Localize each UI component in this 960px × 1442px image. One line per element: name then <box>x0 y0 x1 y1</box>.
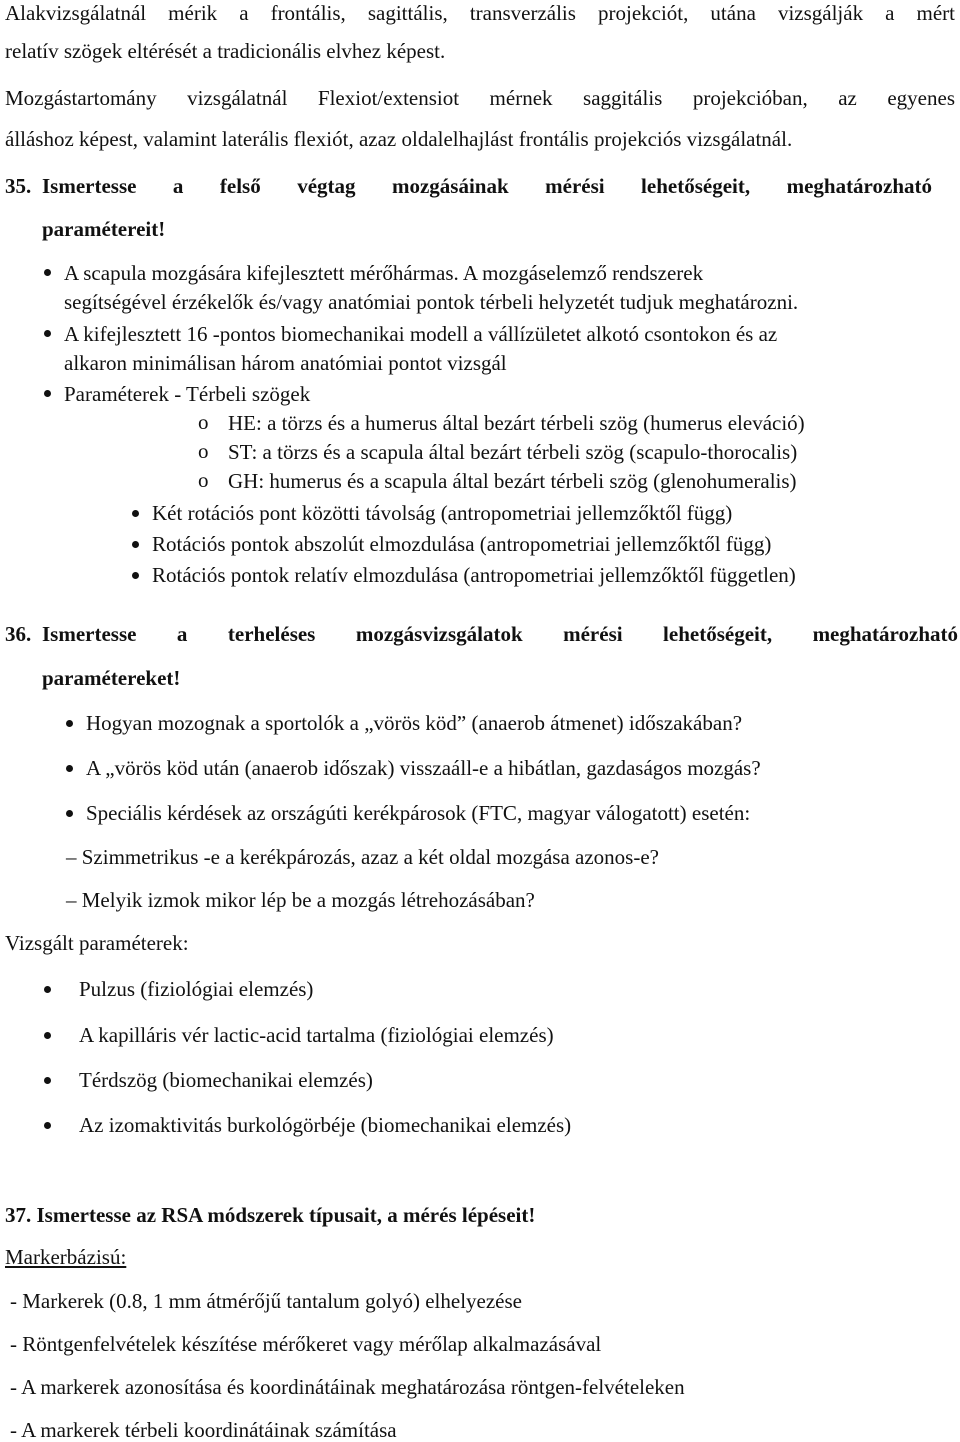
s37-step-1: - Markerek (0.8, 1 mm átmérőjű tantalum golyó) elhelyezése <box>10 1289 522 1313</box>
s36-dash-item-2: – Melyik izmok mikor lép be a mozgás létrehozásában? <box>66 888 535 912</box>
section-36-title: Ismertesse a terheléses mozgásvizsgálatok mérési lehetőségeit, meghatározható <box>42 622 958 646</box>
s36-question-1: Hogyan mozognak a sportolók a „vörös köd” (anaerob átmenet) időszakában? <box>86 711 743 735</box>
s35-item-2-cont: alkaron minimálisan három anatómiai pontot vizsgál <box>64 351 507 375</box>
s35-item-4: Két rotációs pont közötti távolság (antropometriai jellemzőktől függ) <box>152 501 733 525</box>
param-4: Az izomaktivitás burkológörbéje (biomechanikai elemzés) <box>79 1113 572 1137</box>
section-35-title: Ismertesse a felső végtag mozgásáinak mérési lehetőségeit, meghatározható <box>42 174 932 198</box>
bullet-icon <box>66 810 73 817</box>
bullet-icon <box>44 330 51 337</box>
s35-subitem-1: HE: a törzs és a humerus által bezárt térbeli szög (humerus eleváció) <box>228 411 805 435</box>
s36-question-3: Speciális kérdések az országúti kerékpárosok (FTC, magyar válogatott) esetén: <box>86 801 751 825</box>
section-36-number: 36. <box>5 622 32 646</box>
s35-item-2: A kifejlesztett 16 -pontos biomechanikai modell a vállízületet alkotó csontokon és az <box>64 322 778 346</box>
bullet-icon <box>44 986 51 993</box>
circle-bullet-icon: o <box>198 410 209 434</box>
s35-subitem-2: ST: a törzs és a scapula által bezárt térbeli szög (scapulo-thorocalis) <box>228 440 798 464</box>
intro-line-3: Mozgástartomány vizsgálatnál Flexiot/extensiot mérnek saggitális projekcióban, az egyenes <box>5 86 955 110</box>
s37-step-2: - Röntgenfelvételek készítése mérőkeret vagy mérőlap alkalmazásával <box>10 1332 602 1356</box>
circle-bullet-icon: o <box>198 439 209 463</box>
s36-dash-item-1: – Szimmetrikus -e a kerékpározás, azaz a két oldal mozgása azonos-e? <box>66 845 659 869</box>
bullet-icon <box>44 1077 51 1084</box>
bullet-icon <box>132 541 139 548</box>
bullet-icon <box>44 269 51 276</box>
intro-line-2: relatív szögek eltérését a tradicionális elvhez képest. <box>5 39 446 63</box>
bullet-icon <box>44 1032 51 1039</box>
s35-item-6: Rotációs pontok relatív elmozdulása (antropometriai jellemzőktől független) <box>152 563 796 587</box>
bullet-icon <box>44 1122 51 1129</box>
section-36-title-cont: paramétereket! <box>42 666 181 690</box>
s35-item-5: Rotációs pontok abszolút elmozdulása (antropometriai jellemzőktől függ) <box>152 532 772 556</box>
bullet-icon <box>44 390 51 397</box>
param-2: A kapilláris vér lactic-acid tartalma (fiziológiai elemzés) <box>79 1023 554 1047</box>
bullet-icon <box>66 765 73 772</box>
section-37-title: 37. Ismertesse az RSA módszerek típusait, a mérés lépéseit! <box>5 1203 536 1227</box>
intro-line-1: Alakvizsgálatnál mérik a frontális, sagittális, transverzális projekciót, utána vizsgálják a mért <box>5 1 955 25</box>
circle-bullet-icon: o <box>198 468 209 492</box>
bullet-icon <box>132 572 139 579</box>
s37-step-3: - A markerek azonosítása és koordinátáinak meghatározása röntgen-felvételeken <box>10 1375 685 1399</box>
marker-based-heading: Markerbázisú: <box>5 1245 127 1269</box>
s37-step-4: - A markerek térbeli koordinátáinak számítása <box>10 1418 397 1442</box>
params-heading: Vizsgált paraméterek: <box>5 931 189 955</box>
intro-line-4: álláshoz képest, valamint laterális flexiót, azaz oldalelhajlást frontális projekciós vizsgálatnál. <box>5 127 793 151</box>
section-35-title-cont: paramétereit! <box>42 217 166 241</box>
bullet-icon <box>66 720 73 727</box>
s35-subitem-3: GH: humerus és a scapula által bezárt térbeli szög (glenohumeralis) <box>228 469 797 493</box>
s35-item-1: A scapula mozgására kifejlesztett mérőhármas. A mozgáselemző rendszerek <box>64 261 704 285</box>
s35-item-3: Paraméterek - Térbeli szögek <box>64 382 311 406</box>
s36-question-2: A „vörös köd után (anaerob időszak) visszaáll-e a hibátlan, gazdaságos mozgás? <box>86 756 761 780</box>
param-3: Térdszög (biomechanikai elemzés) <box>79 1068 373 1092</box>
bullet-icon <box>132 510 139 517</box>
section-35-number: 35. <box>5 174 32 198</box>
s35-item-1-cont: segítségével érzékelők és/vagy anatómiai pontok térbeli helyzetét tudjuk meghatározni. <box>64 290 799 314</box>
param-1: Pulzus (fiziológiai elemzés) <box>79 977 314 1001</box>
